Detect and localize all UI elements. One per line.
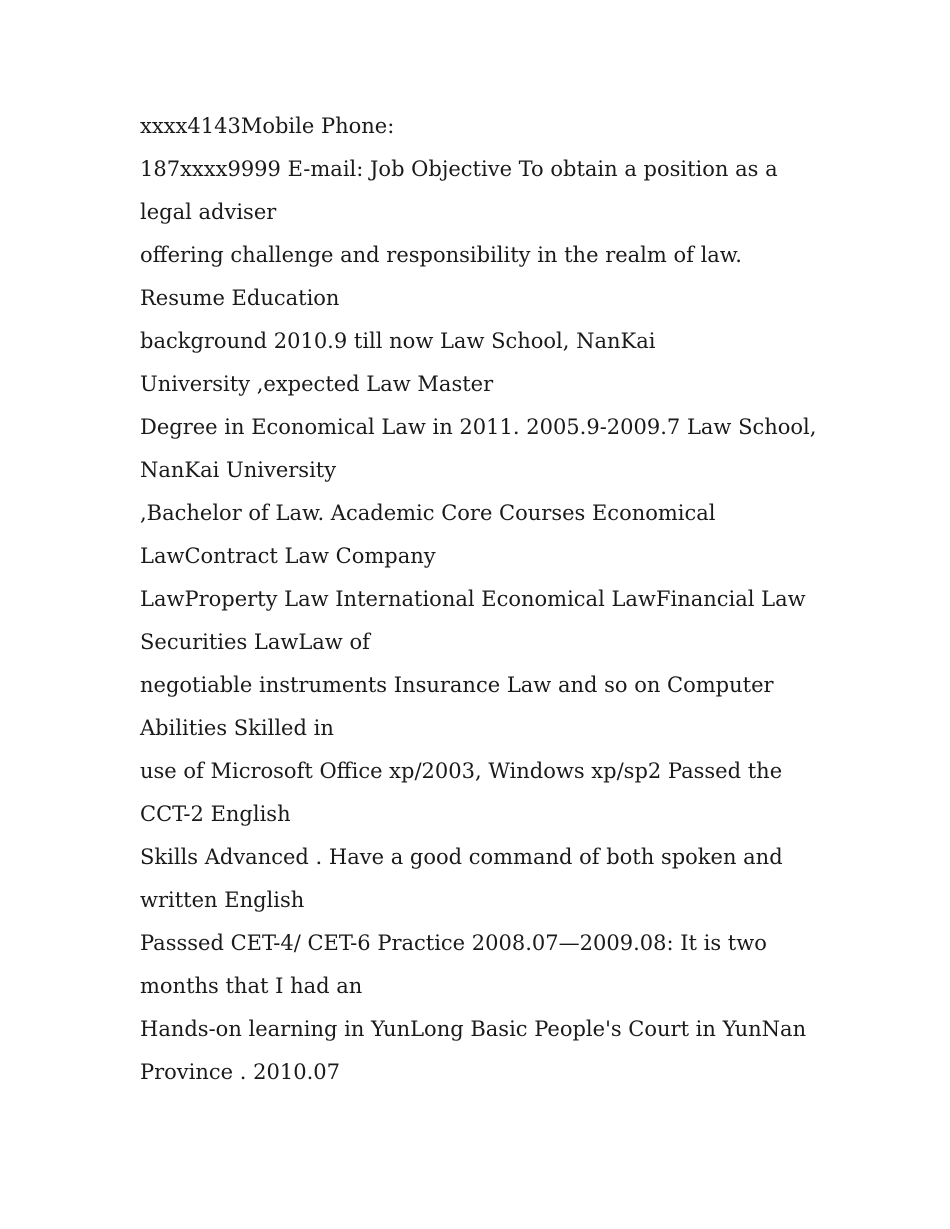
paragraph-core-courses: ,Bachelor of Law. Academic Core Courses Economical LawContract Law Company [140,501,716,568]
paragraph-job-objective: 187xxxx9999 E-mail: Job Objective To obtain a position as a legal adviser [140,157,778,224]
resume-text [140,105,820,1094]
paragraph-court-practice: Hands-on learning in YunLong Basic People's Court in YunNan Province . 2010.07 [140,1017,807,1084]
paragraph-education-previous: Degree in Economical Law in 2011. 2005.9-2009.7 Law School, NanKai University [140,415,817,482]
paragraph-english-skills: Skills Advanced . Have a good command of both spoken and written English [140,845,783,912]
paragraph-courses-continued: LawProperty Law International Economical LawFinancial Law Securities LawLaw of [140,587,806,654]
paragraph-education-current: background 2010.9 till now Law School, NanKai [140,329,656,353]
paragraph-computer-abilities: negotiable instruments Insurance Law and so on Computer Abilities Skilled in [140,673,774,740]
paragraph-practice: Passsed CET-4/ CET-6 Practice 2008.07—2009.08: It is two months that I had an [140,931,767,998]
paragraph-education-degree: University ,expected Law Master [140,372,494,396]
paragraph-contact: xxxx4143Mobile Phone: [140,114,395,138]
paragraph-software-skills: use of Microsoft Office xp/2003, Windows xp/sp2 Passed the CCT-2 English [140,759,783,826]
paragraph-objective-continued: offering challenge and responsibility in the realm of law. Resume Education [140,243,742,310]
